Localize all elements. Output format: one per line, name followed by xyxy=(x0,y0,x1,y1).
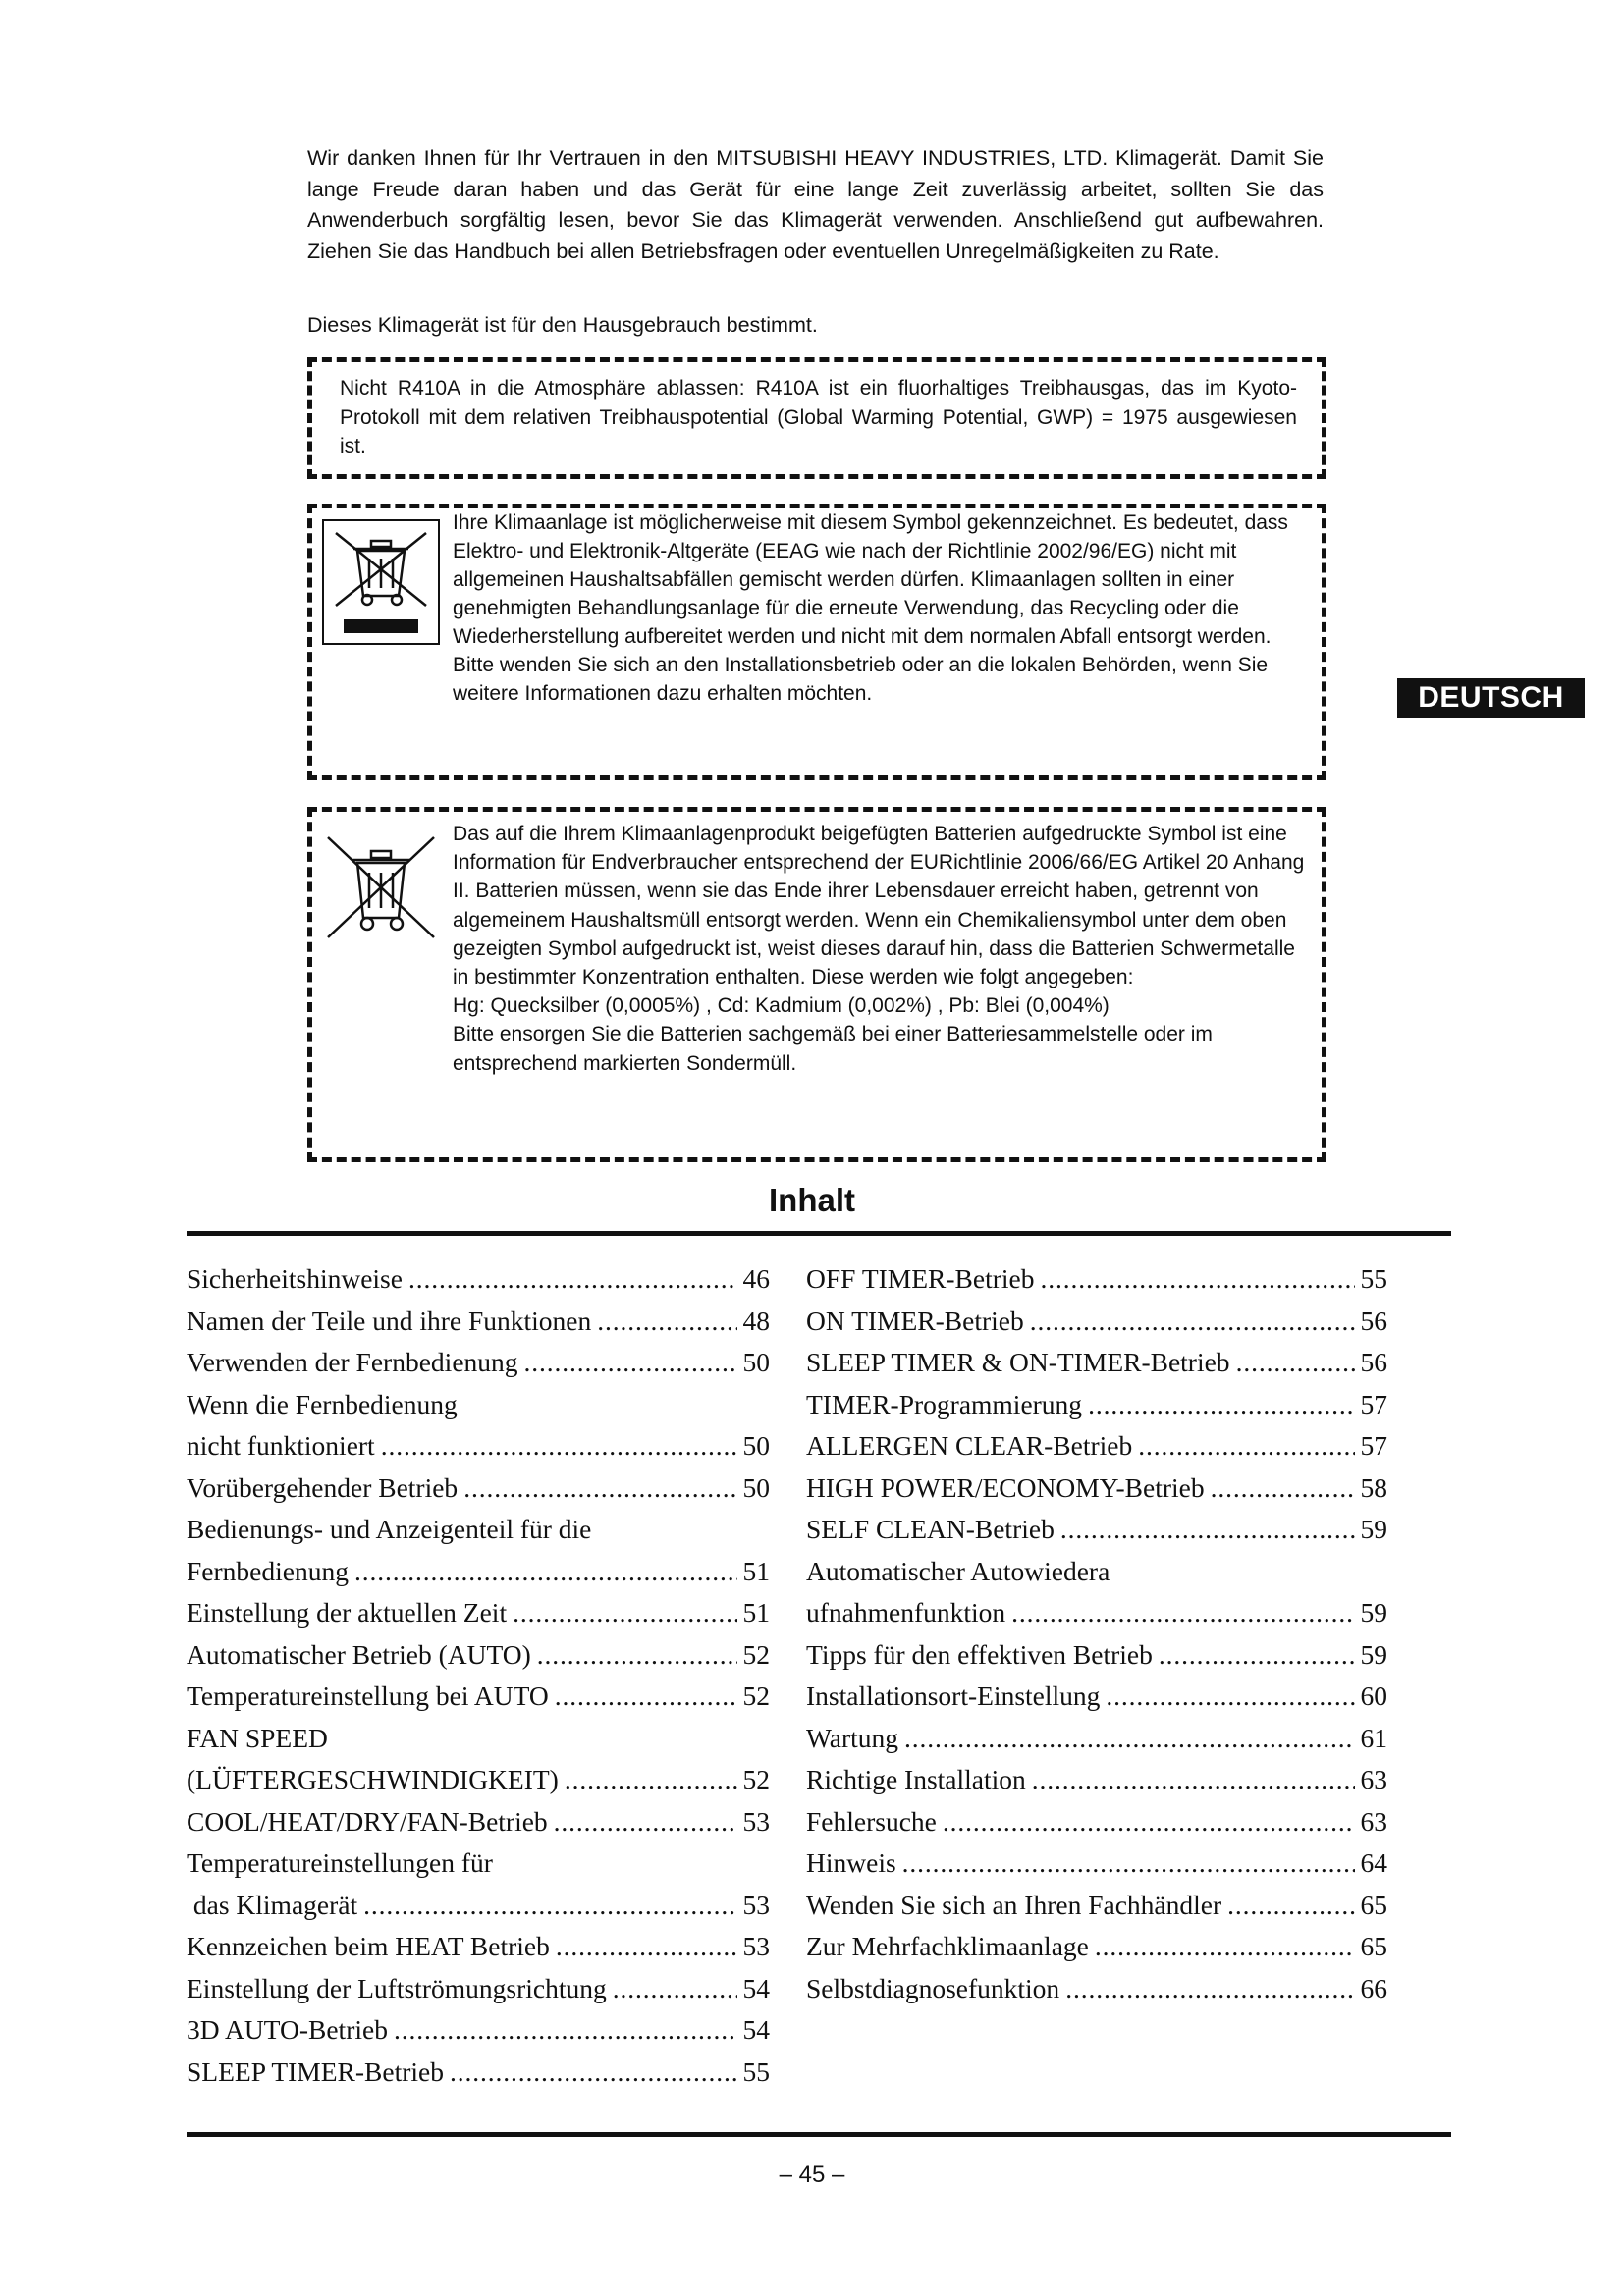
toc-entry[interactable] xyxy=(806,1301,1387,1343)
battery-notice-text xyxy=(453,820,1310,1078)
toc-entry-page: 53 xyxy=(742,1805,770,1837)
toc-entry[interactable] xyxy=(187,1634,770,1677)
toc-leader-dots xyxy=(1236,1342,1355,1384)
toc-bottom-rule xyxy=(187,2132,1451,2137)
toc-leader-dots xyxy=(904,1718,1354,1760)
toc-entry-title: ufnahmenfunktion xyxy=(806,1597,1006,1628)
toc-leader-dots xyxy=(902,1842,1355,1885)
toc-left-column xyxy=(187,1258,770,2093)
toc-entry[interactable] xyxy=(187,1592,770,1634)
toc-entry-title: 3D AUTO-Betrieb xyxy=(187,2014,388,2045)
toc-entry-title: Fehlersuche xyxy=(806,1805,937,1837)
toc-entry[interactable] xyxy=(187,1676,770,1718)
toc-entry[interactable] xyxy=(187,1342,770,1384)
toc-entry[interactable] xyxy=(806,1718,1387,1760)
toc-leader-dots xyxy=(555,1676,737,1718)
toc-entry[interactable] xyxy=(806,1842,1387,1885)
toc-entry-title: Einstellung der aktuellen Zeit xyxy=(187,1597,508,1628)
language-tab: DEUTSCH xyxy=(1397,678,1585,718)
toc-entry-title: Sicherheitshinweise xyxy=(187,1263,403,1294)
toc-entry-page: 54 xyxy=(742,1972,770,2003)
toc-entry-title: Vorübergehender Betrieb xyxy=(187,1471,459,1503)
toc-entry-page: 54 xyxy=(742,2014,770,2045)
toc-entry-page: 63 xyxy=(1360,1764,1387,1794)
toc-entry-title: Richtige Installation xyxy=(806,1764,1026,1794)
toc-leader-dots xyxy=(556,1926,737,1968)
toc-leader-dots xyxy=(363,1885,736,1927)
toc-entry[interactable] xyxy=(187,1468,770,1510)
toc-entry-title: Zur Mehrfachklimaanlage xyxy=(806,1931,1089,1961)
toc-entry-page: 57 xyxy=(1360,1388,1387,1419)
toc-leader-dots xyxy=(450,2052,737,2094)
toc-entry-title: COOL/HEAT/DRY/FAN-Betrieb xyxy=(187,1805,548,1837)
toc-entry-page: 64 xyxy=(1360,1847,1387,1878)
toc-entry-continued xyxy=(187,1718,770,1760)
toc-entry-page: 61 xyxy=(1360,1722,1387,1753)
toc-entry[interactable] xyxy=(806,1425,1387,1468)
purpose-statement: Dieses Klimagerät ist für den Hausgebrauch bestimmt. xyxy=(307,313,818,337)
toc-entry-continued xyxy=(187,1384,770,1426)
toc-entry[interactable] xyxy=(806,1968,1387,2010)
toc-entry-page: 66 xyxy=(1360,1972,1387,2003)
toc-leader-dots xyxy=(1060,1509,1355,1551)
toc-leader-dots xyxy=(1032,1759,1355,1801)
toc-leader-dots xyxy=(524,1342,737,1384)
toc-entry-title: Hinweis xyxy=(806,1847,896,1878)
toc-entry[interactable] xyxy=(806,1759,1387,1801)
toc-leader-dots xyxy=(1227,1885,1354,1927)
toc-entry-page: 50 xyxy=(742,1347,770,1377)
toc-entry-title: Verwenden der Fernbedienung xyxy=(187,1347,518,1377)
toc-leader-dots xyxy=(537,1634,737,1677)
toc-leader-dots xyxy=(1011,1592,1354,1634)
toc-leader-dots xyxy=(1095,1926,1355,1968)
toc-leader-dots xyxy=(554,1801,737,1843)
toc-entry-page: 51 xyxy=(742,1597,770,1628)
toc-entry-continued xyxy=(187,1509,770,1551)
toc-entry-page: 51 xyxy=(742,1555,770,1586)
toc-entry[interactable] xyxy=(187,2009,770,2052)
toc-entry-title: FAN SPEED xyxy=(187,1722,328,1753)
toc-entry-title: ON TIMER-Betrieb xyxy=(806,1305,1024,1336)
toc-entry-title: Wenden Sie sich an Ihren Fachhändler xyxy=(806,1889,1222,1920)
toc-entry[interactable] xyxy=(806,1801,1387,1843)
toc-leader-dots xyxy=(1065,1968,1354,2010)
toc-entry[interactable] xyxy=(806,1634,1387,1677)
toc-entry-page: 53 xyxy=(742,1889,770,1920)
toc-leader-dots xyxy=(513,1592,736,1634)
toc-entry[interactable] xyxy=(187,1885,770,1927)
toc-leader-dots xyxy=(1088,1384,1354,1426)
toc-entry-title: (LÜFTERGESCHWINDIGKEIT) xyxy=(187,1764,559,1794)
toc-entry-title: Namen der Teile und ihre Funktionen xyxy=(187,1305,592,1336)
toc-entry-page: 50 xyxy=(742,1471,770,1503)
toc-leader-dots xyxy=(597,1301,736,1343)
toc-entry-title: HIGH POWER/ECONOMY-Betrieb xyxy=(806,1471,1205,1503)
toc-entry[interactable] xyxy=(806,1592,1387,1634)
toc-entry[interactable] xyxy=(806,1885,1387,1927)
toc-entry-title: SLEEP TIMER-Betrieb xyxy=(187,2056,444,2087)
toc-entry[interactable] xyxy=(187,1425,770,1468)
toc-entry-title: Temperatureinstellungen für xyxy=(187,1847,493,1878)
toc-leader-dots xyxy=(1159,1634,1355,1677)
toc-entry-title: Installationsort-Einstellung xyxy=(806,1681,1101,1711)
toc-entry-page: 63 xyxy=(1360,1805,1387,1837)
toc-entry-title: Kennzeichen beim HEAT Betrieb xyxy=(187,1931,550,1961)
toc-entry[interactable] xyxy=(187,1551,770,1593)
toc-entry-page: 57 xyxy=(1360,1430,1387,1461)
toc-entry-title: Temperatureinstellung bei AUTO xyxy=(187,1681,549,1711)
toc-leader-dots xyxy=(408,1258,737,1301)
toc-entry[interactable] xyxy=(806,1384,1387,1426)
toc-entry-page: 53 xyxy=(742,1931,770,1961)
toc-entry[interactable] xyxy=(806,1468,1387,1510)
toc-entry-page: 58 xyxy=(1360,1471,1387,1503)
toc-entry-page: 46 xyxy=(742,1263,770,1294)
toc-entry-title: Tipps für den effektiven Betrieb xyxy=(806,1638,1153,1670)
toc-entry-page: 55 xyxy=(1360,1263,1387,1294)
toc-leader-dots xyxy=(1211,1468,1355,1510)
toc-entry-title: Selbstdiagnosefunktion xyxy=(806,1972,1060,2003)
toc-entry-page: 65 xyxy=(1360,1931,1387,1961)
toc-entry-continued xyxy=(187,1842,770,1885)
toc-entry-page: 52 xyxy=(742,1681,770,1711)
toc-entry-page: 59 xyxy=(1360,1638,1387,1670)
toc-entry-title: Bedienungs- und Anzeigenteil für die xyxy=(187,1514,592,1544)
toc-entry-title: Automatischer Autowiedera xyxy=(806,1555,1110,1586)
toc-leader-dots xyxy=(1040,1258,1354,1301)
toc-entry[interactable] xyxy=(187,1801,770,1843)
toc-entry-title: Automatischer Betrieb (AUTO) xyxy=(187,1638,531,1670)
toc-entry[interactable] xyxy=(806,1676,1387,1718)
toc-leader-dots xyxy=(1106,1676,1354,1718)
crossed-out-wheeled-bin-icon xyxy=(322,829,440,949)
toc-entry[interactable] xyxy=(806,1258,1387,1301)
battery-notice-metals: Hg: Quecksilber (0,0005%) , Cd: Kadmium (0,002%) , Pb: Blei (0,004%) xyxy=(453,994,1110,1018)
toc-leader-dots xyxy=(463,1468,736,1510)
toc-entry-page: 60 xyxy=(1360,1681,1387,1711)
crossed-out-wheeled-bin-icon xyxy=(322,519,440,645)
toc-leader-dots xyxy=(394,2009,737,2052)
toc-entry-page: 59 xyxy=(1360,1597,1387,1628)
toc-entry[interactable] xyxy=(187,1301,770,1343)
toc-entry-continued xyxy=(806,1551,1387,1593)
toc-leader-dots xyxy=(1138,1425,1354,1468)
toc-entry[interactable] xyxy=(187,1258,770,1301)
toc-leader-dots xyxy=(1030,1301,1355,1343)
toc-entry-page: 59 xyxy=(1360,1514,1387,1544)
refrigerant-notice-text: Nicht R410A in die Atmosphäre ablassen: R410A ist ein fluorhaltiges Treibhausgas, das im Kyoto-Protokoll mit dem relativen Treibhauspotential (Global Warming Potential, GWP) = 1975 ausgewiesen ist. xyxy=(340,377,1297,457)
toc-entry-title: nicht funktioniert xyxy=(187,1430,375,1461)
intro-paragraph xyxy=(307,143,1324,267)
toc-leader-dots xyxy=(565,1759,737,1801)
toc-entry[interactable] xyxy=(187,2052,770,2094)
toc-entry-page: 48 xyxy=(742,1305,770,1336)
toc-entry[interactable] xyxy=(806,1509,1387,1551)
toc-entry-title: ALLERGEN CLEAR-Betrieb xyxy=(806,1430,1133,1461)
toc-leader-dots xyxy=(354,1551,737,1593)
toc-leader-dots xyxy=(381,1425,737,1468)
toc-entry[interactable] xyxy=(187,1759,770,1801)
toc-entry-page: 56 xyxy=(1360,1305,1387,1336)
toc-entry-title: das Klimagerät xyxy=(187,1889,358,1920)
toc-entry-page: 56 xyxy=(1360,1347,1387,1377)
toc-entry-page: 55 xyxy=(742,2056,770,2087)
toc-entry[interactable] xyxy=(187,1926,770,1968)
toc-leader-dots xyxy=(613,1968,737,2010)
toc-entry-title: TIMER-Programmierung xyxy=(806,1388,1083,1419)
toc-top-rule xyxy=(187,1231,1451,1236)
toc-entry-title: SLEEP TIMER & ON-TIMER-Betrieb xyxy=(806,1347,1230,1377)
toc-entry[interactable] xyxy=(806,1342,1387,1384)
toc-entry-page: 52 xyxy=(742,1764,770,1794)
toc-entry-title: OFF TIMER-Betrieb xyxy=(806,1263,1035,1294)
toc-entry-title: SELF CLEAN-Betrieb xyxy=(806,1514,1055,1544)
toc-entry-page: 65 xyxy=(1360,1889,1387,1920)
battery-notice-closing: Bitte ensorgen Sie die Batterien sachgemäß bei einer Batteriesammelstelle oder im entsprechend markierten Sondermüll. xyxy=(453,1023,1213,1075)
page-number: – 45 – xyxy=(779,2162,845,2188)
toc-entry-title: Einstellung der Luftströmungsrichtung xyxy=(187,1972,607,2003)
toc-leader-dots xyxy=(943,1801,1355,1843)
toc-entry-page: 50 xyxy=(742,1430,770,1461)
toc-entry-title: Fernbedienung xyxy=(187,1555,349,1586)
toc-right-column xyxy=(806,1258,1387,2009)
toc-title: Inhalt xyxy=(769,1182,855,1218)
toc-entry-title: Wartung xyxy=(806,1722,899,1753)
intro-text: Wir danken Ihnen für Ihr Vertrauen in den MITSUBISHI HEAVY INDUSTRIES, LTD. Klimagerät. Damit Sie lange Freude daran haben und das Gerät für eine lange Zeit zuverlässig arbeitet, sollten Sie das Anwenderbuch sorgfältig lesen, bevor Sie das Klimagerät verwenden. Anschließend gut aufbewahren. Ziehen Sie das Handbuch bei allen Betriebsfragen oder eventuellen Unregelmäßigkeiten zu Rate. xyxy=(307,146,1324,263)
toc-entry-page: 52 xyxy=(742,1638,770,1670)
battery-notice-body: Das auf die Ihrem Klimaanlagenprodukt beigefügten Batterien aufgedruckte Symbol ist eine Information für Endverbraucher entsprechend der EURichtlinie 2006/66/EG Artikel 20 Anhang II. Batterien müssen, wenn sie das Ende ihrer Lebensdauer erreicht haben, getrennt von algemeinem Haushaltsmüll entsorgt werden. Wenn ein Chemikaliensymbol unter dem oben gezeigten Symbol aufgedruckt ist, weist dieses darauf hin, dass die Batterien Schwermetalle in bestimmter Konzentration enthalten. Diese werden wie folgt angegeben: xyxy=(453,823,1305,989)
toc-entry-title: Wenn die Fernbedienung xyxy=(187,1388,458,1419)
toc-entry[interactable] xyxy=(187,1968,770,2010)
toc-entry[interactable] xyxy=(806,1926,1387,1968)
weee-notice-text: Ihre Klimaanlage ist möglicherweise mit diesem Symbol gekennzeichnet. Es bedeutet, dass Elektro- und Elektronik-Altgeräte (EEAG wie nach der Richtlinie 2002/96/EG) nicht mit allgemeinen Haushaltsabfällen gemischt werden dürfen. Klimaanlagen sollten in einer genehmigten Behandlungsanlage für die erneute Verwendung, das Recycling oder die Wiederherstellung aufbereitet werden und nicht mit dem normalen Abfall entsorgt werden. Bitte wenden Sie sich an den Installationsbetrieb oder an die lokalen Behörden, wenn Sie weitere Informationen dazu erhalten möchten. xyxy=(453,511,1288,705)
